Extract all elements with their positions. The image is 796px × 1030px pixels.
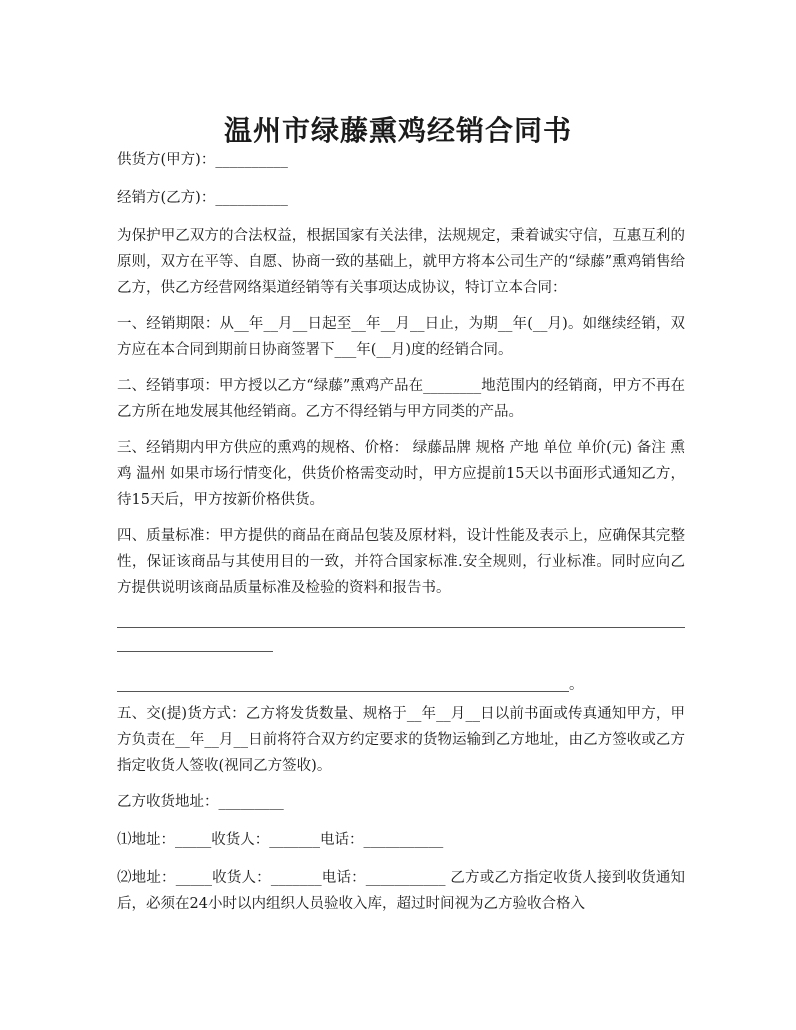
intro-paragraph: 为保护甲乙双方的合法权益，根据国家有关法律，法规规定，秉着诚实守信，互惠互利的原则，双方在平等、自愿、协商一致的基础上，就甲方将本公司生产的“绿藤”熏鸡销售给乙方，供乙方经营网络渠道经销等有关事项达成协议，特订立本合同： (117, 228, 685, 296)
clause-2-scope: 二、经销事项：甲方授以乙方“绿藤”熏鸡产品在________地范围内的经销商，甲方不再在乙方所在地发展其他经销商。乙方不得经销与甲方同类的产品。 (117, 378, 685, 420)
blank-end-mark: 。 (569, 677, 584, 693)
party-a-line: 供货方(甲方)：__________ (117, 152, 288, 168)
document-body (117, 147, 685, 927)
blank-line (117, 651, 273, 652)
party-b-line: 经销方(乙方)：__________ (117, 190, 288, 206)
document-title: 温州市绿藤熏鸡经销合同书 (223, 113, 572, 147)
address-line-2: ⑵地址：_____收货人：_______电话：___________ 乙方或乙方指定收货人接到收货通知后，必须在24小时以内组织人员验收入库，超过时间视为乙方验收合格入 (117, 870, 685, 912)
clause-3-spec-price: 三、经销期内甲方供应的熏鸡的规格、价格： 绿藤品牌 规格 产地 单位 单价(元) 备注 熏鸡 温州 如果市场行情变化，供货价格需变动时，甲方应提前15天以书面形式通知乙方，待15天后，甲方按新价格供货。 (117, 440, 685, 508)
address-label: 乙方收货地址：_________ (117, 794, 284, 810)
clause-1-term: 一、经销期限：从__年__月__日起至__年__月__日止，为期__年(__月)。如继续经销，双方应在本合同到期前日协商签署下___年(__月)度的经销合同。 (117, 316, 685, 358)
clause-5-delivery: 五、交(提)货方式：乙方将发货数量、规格于__年__月__日以前书面或传真通知甲方，甲方负责在__年__月__日前将符合双方约定要求的货物运输到乙方地址，由乙方签收或乙方指定收货人签收(视同乙方签收)。 (117, 706, 685, 774)
address-line-1: ⑴地址：_____收货人：_______电话：___________ (117, 832, 444, 848)
blank-fill-lines (117, 607, 685, 693)
blank-line (117, 627, 685, 628)
blank-line (117, 691, 569, 692)
clause-4-quality: 四、质量标准：甲方提供的商品在商品包装及原材料，设计性能及表示上，应确保其完整性，保证该商品与其使用目的一致，并符合国家标准.安全规则，行业标准。同时应向乙方提供说明该商品质量标准及检验的资料和报告书。 (117, 528, 685, 596)
